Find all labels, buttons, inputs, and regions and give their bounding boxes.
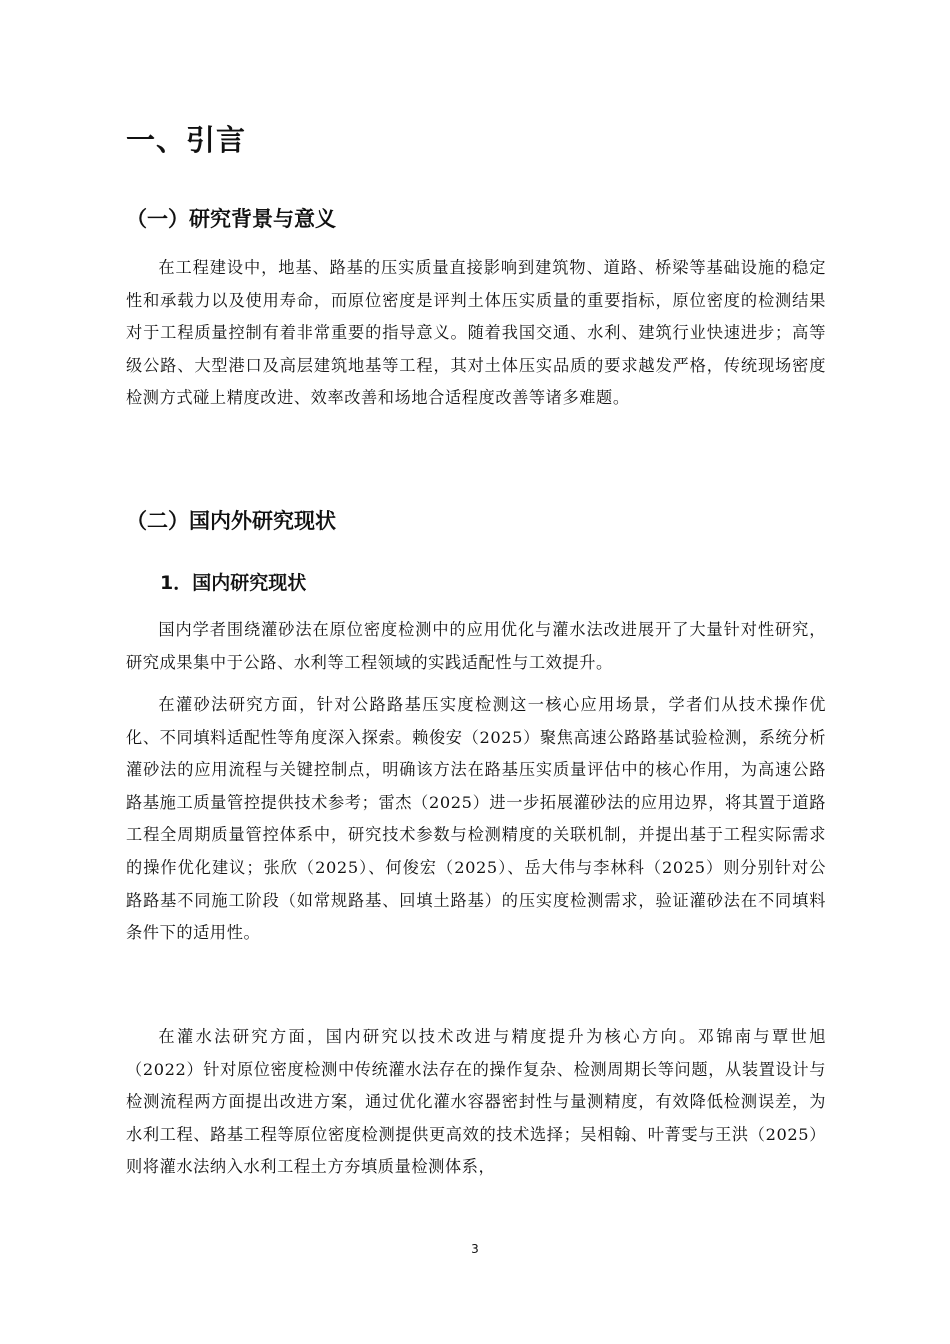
chapter-heading: 一、引言 — [126, 123, 247, 157]
paragraph-sand-cone-method: 在灌砂法研究方面，针对公路路基压实度检测这一核心应用场景，学者们从技术操作优化、不同填料适配性等角度深入探索。赖俊安（2025）聚焦高速公路路基试验检测，系统分析灌砂法的应用流程与关键控制点，明确该方法在路基压实质量评估中的核心作用，为高速公路路基施工质量管控提供技术参考；雷杰（2025）进一步拓展灌砂法的应用边界，将其置于道路工程全周期质量管控体系中，研究技术参数与检测精度的关联机制，并提出基于工程实际需求的操作优化建议；张欣（2025）、何俊宏（2025）、岳大伟与李林科（2025）则分别针对公路路基不同施工阶段（如常规路基、回填土路基）的压实度检测需求，验证灌砂法在不同填料条件下的适用性。 — [126, 695, 826, 943]
page-number: 3 — [471, 1242, 479, 1256]
section-heading-background: （一）研究背景与意义 — [126, 207, 336, 231]
section-heading-research-status: （二）国内外研究现状 — [126, 509, 336, 533]
paragraph-water-replacement-method: 在灌水法研究方面，国内研究以技术改进与精度提升为核心方向。邓锦南与覃世旭（2022）针对原位密度检测中传统灌水法存在的操作复杂、检测周期长等问题，从装置设计与检测流程两方面提出改进方案，通过优化灌水容器密封性与量测精度，有效降低检测误差，为水利工程、路基工程等原位密度检测提供更高效的技术选择；吴相翰、叶菁雯与王洪（2025）则将灌水法纳入水利工程土方夯填质量检测体系， — [126, 1027, 826, 1177]
paragraph-domestic-intro: 国内学者围绕灌砂法在原位密度检测中的应用优化与灌水法改进展开了大量针对性研究，研究成果集中于公路、水利等工程领域的实践适配性与工效提升。 — [126, 620, 826, 672]
paragraph-background: 在工程建设中，地基、路基的压实质量直接影响到建筑物、道路、桥梁等基础设施的稳定性和承载力以及使用寿命，而原位密度是评判土体压实质量的重要指标，原位密度的检测结果对于工程质量控制有着非常重要的指导意义。随着我国交通、水利、建筑行业快速进步；高等级公路、大型港口及高层建筑地基等工程，其对土体压实品质的要求越发严格，传统现场密度检测方式碰上精度改进、效率改善和场地合适程度改善等诸多难题。 — [126, 258, 826, 408]
subsection-heading-domestic: 1．国内研究现状 — [160, 572, 307, 594]
